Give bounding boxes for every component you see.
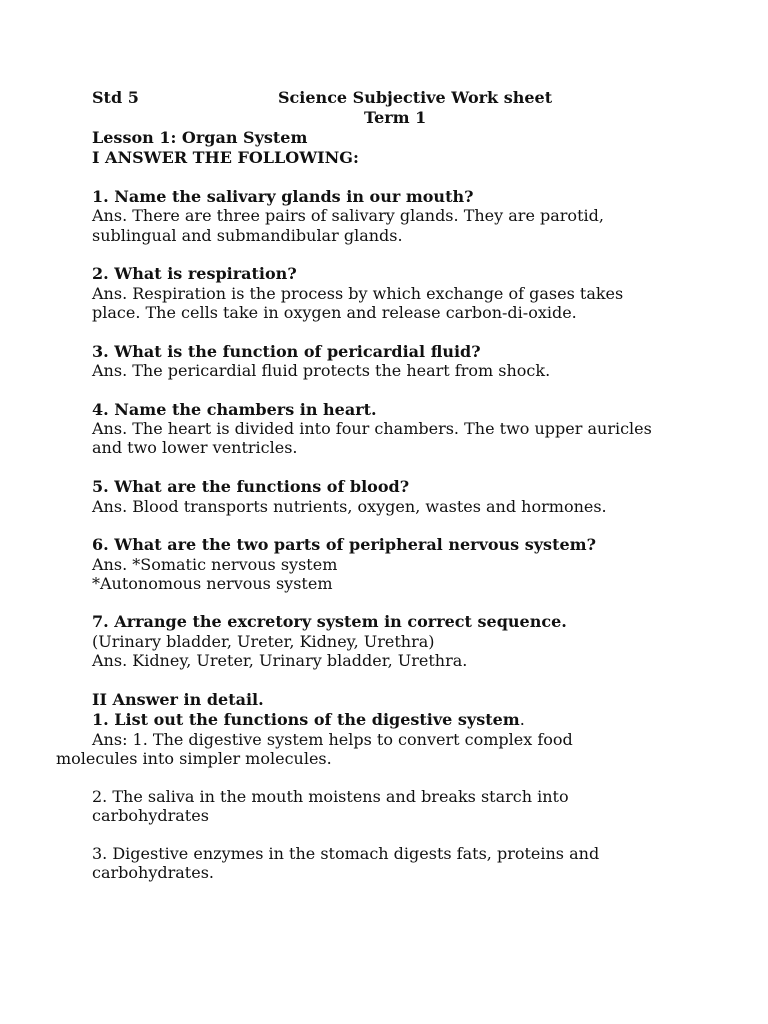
question-5: 5. What are the functions of blood? (92, 477, 410, 496)
detail-answer-1-line-2: molecules into simpler molecules. (56, 749, 332, 768)
detail-answer-3-line-2: carbohydrates. (92, 863, 214, 882)
detail-answer-2-line-1: 2. The saliva in the mouth moistens and breaks starch into (92, 787, 569, 806)
question-1: 1. Name the salivary glands in our mouth? (92, 187, 474, 206)
answer-7-line-2: Ans. Kidney, Ureter, Urinary bladder, Urethra. (92, 651, 468, 670)
detail-answer-3-line-1: 3. Digestive enzymes in the stomach digests fats, proteins and (92, 844, 600, 863)
answer-6-line-1: Ans. *Somatic nervous system (92, 555, 338, 574)
question-6: 6. What are the two parts of peripheral nervous system? (92, 535, 596, 554)
term-label: Term 1 (364, 108, 427, 127)
lesson-title: Lesson 1: Organ System (92, 128, 308, 147)
detail-answer-1-line-1: Ans: 1. The digestive system helps to convert complex food (92, 730, 573, 749)
answer-4-line-1: Ans. The heart is divided into four chambers. The two upper auricles (92, 419, 652, 438)
question-2: 2. What is respiration? (92, 264, 297, 283)
detail-question-1 (92, 710, 525, 729)
std-label: Std 5 (92, 88, 139, 107)
answer-3-line-1: Ans. The pericardial fluid protects the heart from shock. (92, 361, 551, 380)
detail-answer-2-line-2: carbohydrates (92, 806, 209, 825)
section-heading-1: I ANSWER THE FOLLOWING: (92, 148, 359, 167)
question-7: 7. Arrange the excretory system in correct sequence. (92, 612, 567, 631)
question-3: 3. What is the function of pericardial fluid? (92, 342, 481, 361)
section-heading-2: II Answer in detail. (92, 690, 264, 709)
answer-5-line-1: Ans. Blood transports nutrients, oxygen, wastes and hormones. (92, 497, 607, 516)
worksheet-title: Science Subjective Work sheet (278, 88, 553, 107)
answer-4-line-2: and two lower ventricles. (92, 438, 298, 457)
answer-2-line-1: Ans. Respiration is the process by which exchange of gases takes (92, 284, 624, 303)
answer-6-line-2: *Autonomous nervous system (92, 574, 333, 593)
detail-question-1-period: . (519, 710, 525, 729)
detail-question-1-text: 1. List out the functions of the digestive system (92, 710, 520, 729)
answer-1-line-2: sublingual and submandibular glands. (92, 226, 403, 245)
answer-2-line-2: place. The cells take in oxygen and release carbon-di-oxide. (92, 303, 577, 322)
question-4: 4. Name the chambers in heart. (92, 400, 377, 419)
answer-7-line-1: (Urinary bladder, Ureter, Kidney, Urethra) (92, 632, 435, 651)
answer-1-line-1: Ans. There are three pairs of salivary glands. They are parotid, (92, 206, 604, 225)
